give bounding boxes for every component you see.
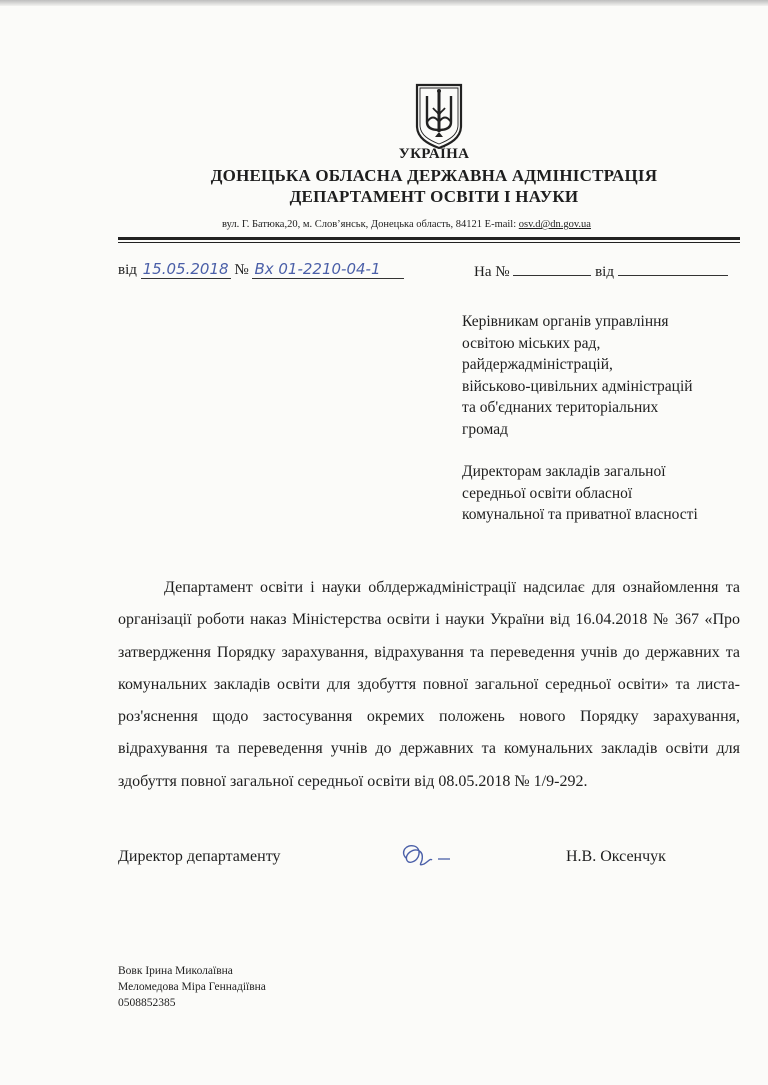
recipient-line: середньої освіти обласної	[462, 484, 633, 502]
email-link[interactable]: osv.d@dn.gov.ua	[518, 219, 591, 230]
header-country: УКРАЇНА	[398, 146, 470, 162]
header-divider-thin	[118, 242, 740, 243]
recipient-line: освітою міських рад,	[462, 334, 601, 352]
header-address	[222, 219, 591, 230]
header-administration: ДОНЕЦЬКА ОБЛАСНА ДЕРЖАВНА АДМІНІСТРАЦІЯ	[210, 166, 658, 185]
reply-from-label: від	[595, 264, 614, 280]
handwritten-number: Вх 01-2210-04-1	[252, 261, 404, 279]
recipient-line: Директорам закладів загальної	[462, 463, 666, 480]
reply-number-blank	[513, 261, 591, 276]
header-divider-thick	[118, 237, 740, 240]
address-text: вул. Г. Батюка,20, м. Слов’янськ, Донецька область, 84121 E-mail:	[222, 219, 519, 230]
recipient-line: військово-цивільних адміністрацій	[462, 377, 693, 395]
coat-of-arms-icon	[414, 82, 464, 150]
recipient-line: комунальної та приватної власності	[462, 506, 698, 523]
recipient-line: громад	[462, 420, 509, 438]
handwritten-date: 15.05.2018	[141, 261, 231, 279]
from-label: від	[118, 262, 137, 278]
contact-person: Вовк Ірина Миколаївна	[118, 965, 233, 977]
reply-number-label: На №	[474, 264, 510, 280]
recipients-block	[462, 311, 752, 526]
recipient-line: Керівникам органів управління	[462, 313, 669, 330]
handwritten-signature-icon	[396, 838, 456, 872]
recipient-line: райдержадміністрацій,	[462, 356, 613, 373]
contact-person: Меломедова Міра Геннадіївна	[118, 981, 266, 993]
signer-title: Директор департаменту	[118, 848, 281, 865]
outgoing-reference	[118, 261, 404, 279]
reply-date-blank	[618, 261, 728, 276]
contact-phone: 0508852385	[118, 997, 176, 1009]
number-label: №	[234, 262, 249, 278]
header-department: ДЕПАРТАМЕНТ ОСВІТИ І НАУКИ	[289, 187, 579, 206]
signer-name: Н.В. Оксенчук	[566, 848, 666, 865]
letter-body: Департамент освіти і науки облдержадміністрації надсилає для ознайомлення та організації роботи наказ Міністерства освіти і науки України від 16.04.2018 № 367 «Про затвердження Порядку зарахування, відрахування та переведення учнів до державних та комунальних закладів освіти для здобуття повної загальної середньої освіти» та листа-роз'яснення щодо застосування окремих положень нового Порядку зарахування, відрахування та переведення учнів до державних та комунальних закладів освіти для здобуття повної загальної середньої освіти від 08.05.2018 № 1/9-292.	[118, 579, 740, 790]
contact-block	[118, 963, 266, 1011]
reply-reference	[474, 261, 728, 281]
recipient-line: та об'єднаних територіальних	[462, 399, 659, 416]
page-top-edge	[0, 0, 768, 6]
